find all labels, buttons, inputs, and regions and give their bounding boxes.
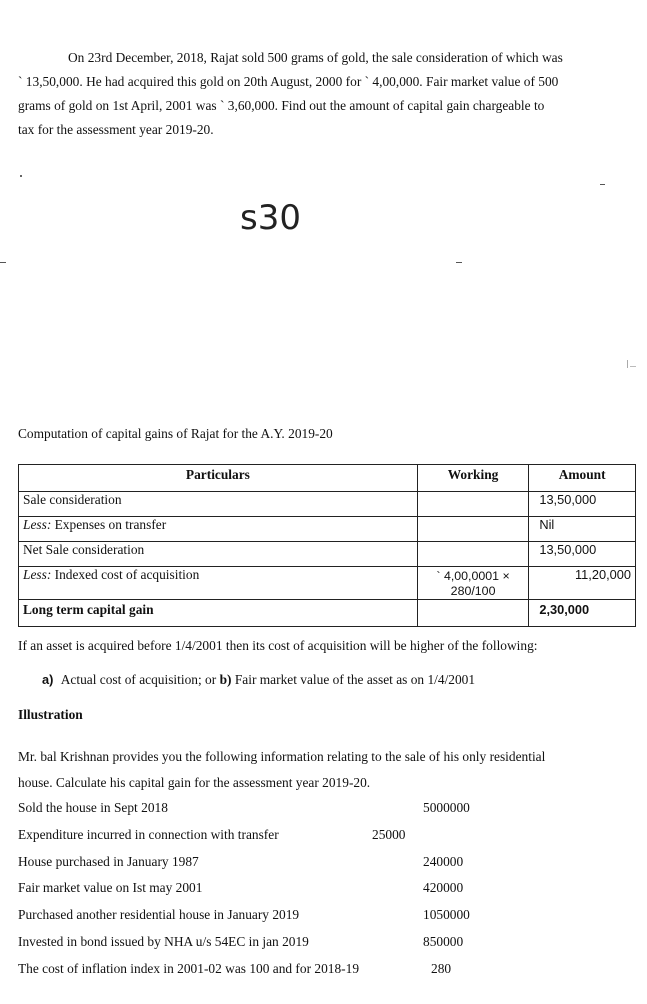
header-particulars: Particulars (19, 465, 418, 492)
option-b-text: Fair market value of the asset as on 1/4/2001 (234, 672, 476, 687)
problem-line-2: ` 13,50,000. He had acquired this gold on 20th August, 2000 for ` 4,00,000. Fair market value of 500 (18, 74, 559, 89)
header-working: Working (417, 465, 529, 492)
header-amount: Amount (529, 465, 636, 492)
list-item-value: 420000 (423, 880, 464, 895)
total-label: Long term capital gain (19, 600, 418, 627)
working-line-2: 280/100 (450, 584, 496, 598)
table-row (19, 567, 636, 600)
row-amount: 11,20,000 (529, 567, 636, 600)
row-label: Less: Indexed cost of acquisition (19, 567, 418, 600)
problem-line-4: tax for the assessment year 2019-20. (18, 122, 214, 137)
list-item-label: Invested in bond issued by NHA u/s 54EC in jan 2019 (18, 934, 309, 949)
scan-artifact (600, 184, 605, 185)
table-header-row (19, 465, 636, 492)
intro-line-1: Mr. bal Krishnan provides you the following information relating to the sale of his only residential (18, 749, 546, 764)
total-working (417, 600, 529, 627)
option-b-label: b) (219, 672, 232, 687)
row-amount: 13,50,000 (529, 492, 636, 517)
row-working (417, 567, 529, 600)
list-item-label: House purchased in January 1987 (18, 854, 199, 869)
problem-line-3: grams of gold on 1st April, 2001 was ` 3,60,000. Find out the amount of capital gain chargeable to (18, 98, 545, 113)
row-label: Sale consideration (19, 492, 418, 517)
computation-table (18, 464, 636, 627)
scan-artifact (456, 262, 462, 263)
row-label: Net Sale consideration (19, 542, 418, 567)
row-working (417, 492, 529, 517)
table-total-row (19, 600, 636, 627)
scan-artifact (0, 262, 6, 263)
note-text: If an asset is acquired before 1/4/2001 then its cost of acquisition will be higher of the following: (18, 638, 538, 653)
list-item-value: 1050000 (423, 907, 470, 922)
table-row (19, 542, 636, 567)
less-prefix: Less: (23, 567, 52, 582)
list-item-label: Expenditure incurred in connection with transfer (18, 827, 279, 842)
list-item-value: 5000000 (423, 800, 470, 815)
total-amount: 2,30,000 (529, 600, 636, 627)
table-row (19, 517, 636, 542)
option-a-text: Actual cost of acquisition; or (60, 672, 217, 687)
row-amount: 13,50,000 (529, 542, 636, 567)
computation-title: Computation of capital gains of Rajat for the A.Y. 2019-20 (18, 426, 333, 441)
list-item-label: Purchased another residential house in January 2019 (18, 907, 300, 922)
scan-artifact (630, 366, 636, 367)
list-item-value: 240000 (423, 854, 464, 869)
table-row (19, 492, 636, 517)
list-item-value: 25000 (372, 827, 406, 842)
list-item-label: Fair market value on Ist may 2001 (18, 880, 203, 895)
problem-line-1: On 23rd December, 2018, Rajat sold 500 grams of gold, the sale consideration of which was (68, 50, 563, 65)
list-item-label: Sold the house in Sept 2018 (18, 800, 168, 815)
problem-paragraph (18, 46, 563, 142)
row-working (417, 517, 529, 542)
scan-artifact (627, 360, 628, 368)
row-working (417, 542, 529, 567)
scan-artifact (20, 175, 22, 177)
list-item-value: 850000 (423, 934, 464, 949)
working-line-1: ` 4,00,0001 × (436, 569, 510, 583)
intro-line-2: house. Calculate his capital gain for the assessment year 2019-20. (18, 775, 371, 790)
option-a-label: a) (42, 672, 54, 687)
handwritten-code: s30 (240, 198, 301, 238)
row-amount: Nil (529, 517, 636, 542)
illustration-intro (18, 744, 545, 796)
list-item-value: 280 (431, 961, 452, 976)
illustration-heading: Illustration (18, 707, 83, 722)
note-options (42, 672, 475, 688)
list-item-label: The cost of inflation index in 2001-02 was 100 and for 2018-19 (18, 961, 360, 976)
less-prefix: Less: (23, 517, 52, 532)
row-label: Less: Expenses on transfer (19, 517, 418, 542)
